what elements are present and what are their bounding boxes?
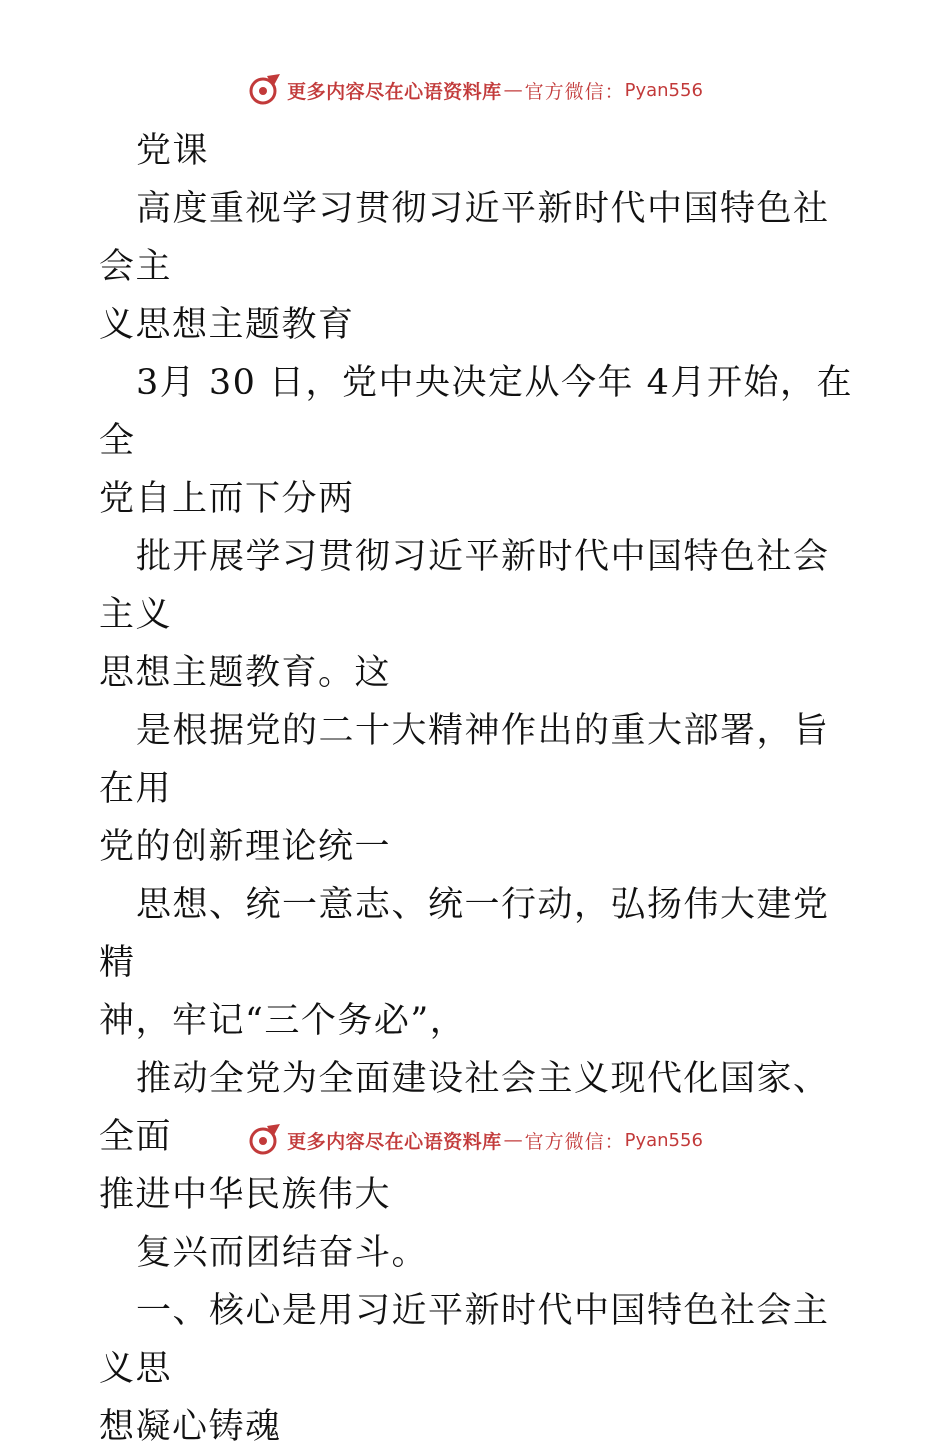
watermark-main: 更多内容尽在心语资料库 [287,80,502,103]
doc-line: 一、核心是用习近平新时代中国特色社会主义思 [99,1291,830,1389]
watermark-id: Pyan556 [624,1129,703,1151]
watermark-footer [0,1120,950,1160]
watermark-sub: 官方微信： [524,80,625,103]
doc-line: 党自上而下分两 [99,479,355,519]
doc-line: 复兴而团结奋斗。 [136,1233,429,1273]
doc-line: 思想主题教育。这 [99,653,392,693]
watermark-main: 更多内容尽在心语资料库 [287,1130,502,1153]
logo-icon [247,72,283,108]
doc-line: 神，牢记“三个务必”， [99,1001,467,1041]
watermark-id: Pyan556 [624,79,703,101]
doc-line: 高度重视学习贯彻习近平新时代中国特色社会主 [99,189,830,287]
watermark-sub: 官方微信： [524,1130,625,1153]
doc-line: 党的创新理论统一 [99,827,392,867]
doc-line: 推进中华民族伟大 [99,1175,392,1215]
doc-line: 党课 [136,131,210,171]
watermark-dash: — [503,79,523,101]
doc-line: 批开展学习贯彻习近平新时代中国特色社会主义 [99,537,830,635]
watermark-header [0,70,950,110]
doc-line: 义思想主题教育 [99,305,355,345]
doc-line: 想凝心铸魂 [99,1407,282,1447]
doc-line: 是根据党的二十大精神作出的重大部署，旨在用 [99,711,830,809]
doc-line: 推动全党为全面建设社会主义现代化国家、全面 [99,1059,830,1157]
watermark-dash: — [503,1129,523,1151]
logo-icon [247,1122,283,1158]
doc-line: 3月 30 日，党中央决定从今年 4月开始，在全 [99,363,853,461]
document-body [99,122,854,1456]
doc-line: 思想、统一意志、统一行动，弘扬伟大建党精 [99,885,830,983]
